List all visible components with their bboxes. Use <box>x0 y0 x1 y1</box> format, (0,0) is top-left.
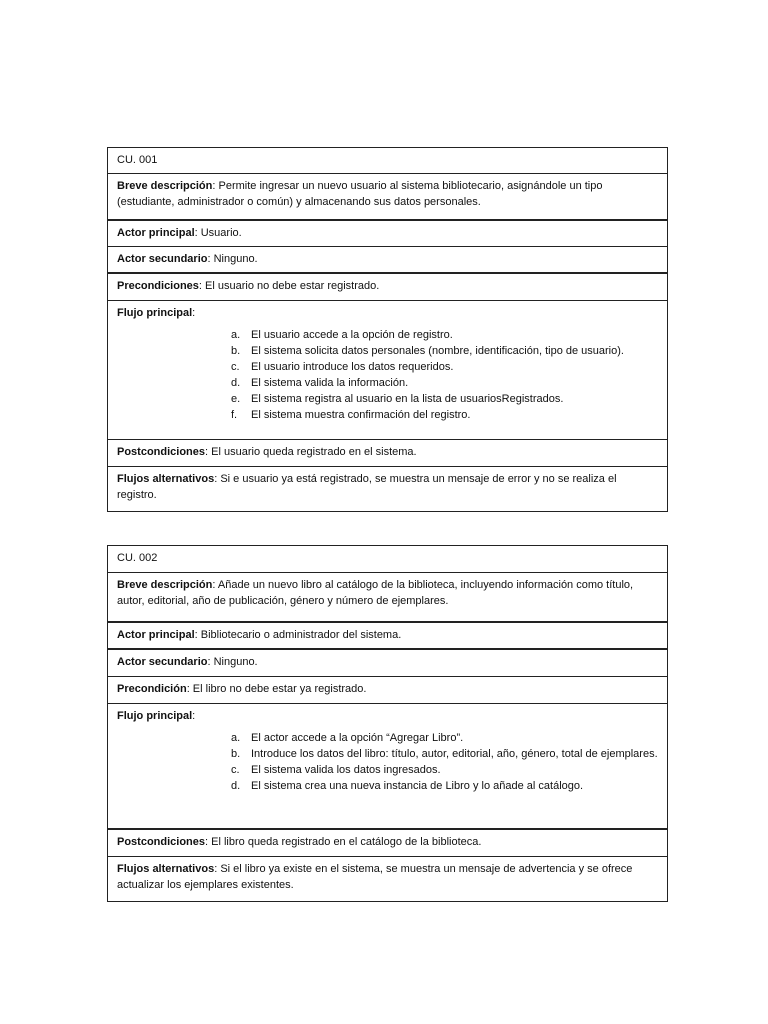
step-marker: d. <box>231 780 241 792</box>
flow-step <box>231 327 659 343</box>
step-marker: e. <box>231 393 241 405</box>
flow-step <box>231 343 659 359</box>
step-text: El actor accede a la opción “Agregar Libro”. <box>251 732 464 744</box>
primary-actor-label: Actor principal <box>117 227 195 239</box>
main-flow <box>108 301 667 440</box>
main-flow-colon: : <box>192 307 196 319</box>
flow-step <box>231 407 659 423</box>
primary-actor-label: Actor principal <box>117 629 195 641</box>
brief-description-text: : Añade un nuevo libro al catálogo de la biblioteca, incluyendo información como título, autor, editorial, año de publicación, género y número de ejemplares. <box>117 579 634 607</box>
step-text: Introduce los datos del libro: título, autor, editorial, año, género, total de ejemplares. <box>251 748 658 760</box>
postconditions-text: : El usuario queda registrado en el sistema. <box>205 446 417 458</box>
step-text: El sistema muestra confirmación del registro. <box>251 409 471 421</box>
primary-actor <box>108 623 667 650</box>
flow-step <box>231 391 659 407</box>
flow-step <box>231 730 659 746</box>
flow-step <box>231 375 659 391</box>
main-flow-steps <box>117 730 659 794</box>
alternative-flows <box>108 857 667 901</box>
postconditions-label: Postcondiciones <box>117 836 206 848</box>
secondary-actor-text: : Ninguno. <box>207 253 258 265</box>
secondary-actor <box>108 650 667 677</box>
brief-description-label: Breve descripción <box>117 579 213 591</box>
primary-actor <box>108 221 667 247</box>
step-marker: a. <box>231 329 241 341</box>
step-text: El sistema registra al usuario en la lista de usuariosRegistrados. <box>251 393 564 405</box>
use-case-table-1 <box>107 147 668 512</box>
preconditions-text: : El usuario no debe estar registrado. <box>198 280 380 292</box>
brief-description <box>108 174 667 221</box>
use-case-id <box>108 148 667 174</box>
preconditions-text: : El libro no debe estar ya registrado. <box>186 683 367 695</box>
main-flow-steps <box>117 327 659 423</box>
flow-step <box>231 746 659 762</box>
postconditions-label: Postcondiciones <box>117 446 206 458</box>
alternative-flows-text: : Si el libro ya existe en el sistema, se muestra un mensaje de advertencia y se ofrece actualizar los ejemplares existentes. <box>117 863 633 891</box>
postconditions <box>108 830 667 857</box>
secondary-actor-text: : Ninguno. <box>207 656 258 668</box>
step-text: El sistema valida los datos ingresados. <box>251 764 441 776</box>
use-case-id-text: CU. 001 <box>117 154 158 166</box>
use-case-id <box>108 546 667 573</box>
step-text: El usuario accede a la opción de registro. <box>251 329 453 341</box>
secondary-actor-label: Actor secundario <box>117 253 208 265</box>
alternative-flows-text: : Si e usuario ya está registrado, se muestra un mensaje de error y no se realiza el registro. <box>117 473 617 501</box>
flow-step <box>231 762 659 778</box>
step-text: El usuario introduce los datos requeridos. <box>251 361 454 373</box>
postconditions-text: : El libro queda registrado en el catálogo de la biblioteca. <box>205 836 482 848</box>
step-marker: b. <box>231 345 241 357</box>
primary-actor-text: : Usuario. <box>194 227 242 239</box>
brief-description <box>108 573 667 623</box>
step-text: El sistema solicita datos personales (nombre, identificación, tipo de usuario). <box>251 345 624 357</box>
flow-step <box>231 778 659 794</box>
alternative-flows-label: Flujos alternativos <box>117 473 215 485</box>
step-marker: a. <box>231 732 241 744</box>
step-marker: c. <box>231 764 240 776</box>
step-marker: d. <box>231 377 241 389</box>
step-text: El sistema crea una nueva instancia de Libro y lo añade al catálogo. <box>251 780 584 792</box>
main-flow-label: Flujo principal <box>117 307 193 319</box>
primary-actor-text: : Bibliotecario o administrador del sistema. <box>194 629 402 641</box>
preconditions-label: Precondiciones <box>117 280 199 292</box>
brief-description-text: : Permite ingresar un nuevo usuario al sistema bibliotecario, asignándole un tipo (estudiante, administrador o común) y almacenando sus datos personales. <box>117 180 603 208</box>
alternative-flows <box>108 467 667 511</box>
use-case-table-2 <box>107 545 668 902</box>
alternative-flows-label: Flujos alternativos <box>117 863 215 875</box>
postconditions <box>108 440 667 467</box>
secondary-actor <box>108 247 667 274</box>
preconditions <box>108 677 667 704</box>
secondary-actor-label: Actor secundario <box>117 656 208 668</box>
step-marker: b. <box>231 748 241 760</box>
use-case-id-text: CU. 002 <box>117 552 158 564</box>
main-flow <box>108 704 667 830</box>
brief-description-label: Breve descripción <box>117 180 213 192</box>
step-text: El sistema valida la información. <box>251 377 409 389</box>
main-flow-label: Flujo principal <box>117 710 193 722</box>
main-flow-colon: : <box>192 710 196 722</box>
flow-step <box>231 359 659 375</box>
step-marker: f. <box>231 409 238 421</box>
preconditions <box>108 274 667 301</box>
step-marker: c. <box>231 361 240 373</box>
preconditions-label: Precondición <box>117 683 187 695</box>
